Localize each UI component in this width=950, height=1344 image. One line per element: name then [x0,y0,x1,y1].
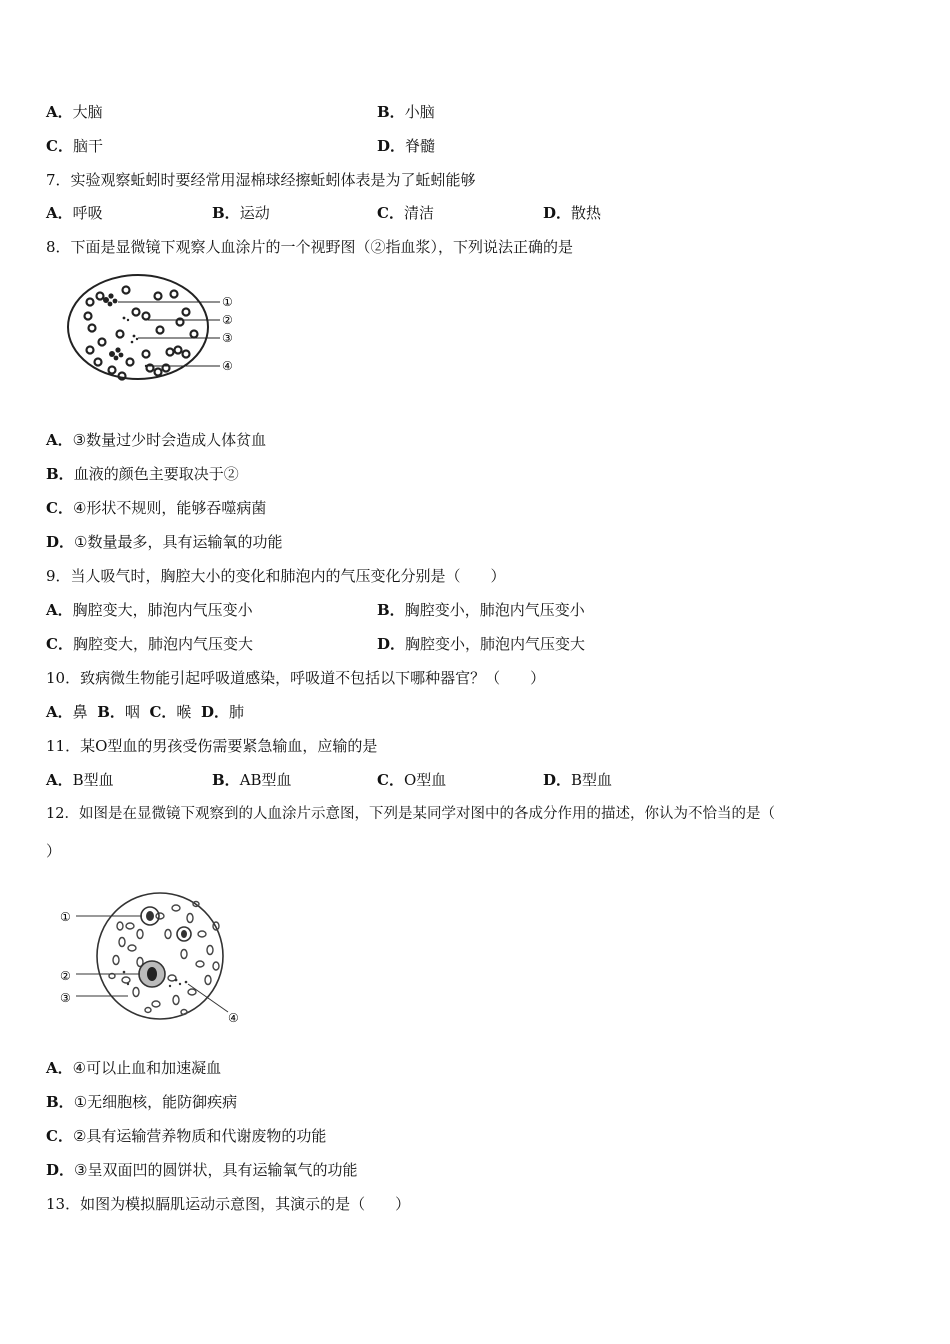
label-4: ④ [222,359,233,373]
label-1: ① [222,295,233,309]
q12-option-d[interactable]: D．③呈双面凹的圆饼状，具有运输氧气的功能 [46,1161,358,1179]
q7-option-d[interactable]: D．散热 [543,204,602,222]
label-2: ② [222,313,233,327]
q9-option-c[interactable]: C．胸腔变大，肺泡内气压变大 [46,635,253,653]
q8-option-a[interactable]: A．③数量过少时会造成人体贫血 [46,431,267,449]
q13-stem: 13．如图为模拟膈肌运动示意图，其演示的是（ ） [46,1195,411,1213]
q12-option-a[interactable]: A．④可以止血和加速凝血 [46,1059,222,1077]
q10-option-b[interactable]: B．咽 [97,703,140,721]
white-blood-cells [103,293,123,360]
q10-stem: 10．致病微生物能引起呼吸道感染，呼吸道不包括以下哪种器官？（ ） [46,669,546,687]
white-blood-cells [139,907,191,987]
q12-blood-smear-figure [56,888,256,1033]
q9-stem: 9．当人吸气时，胸腔大小的变化和肺泡内的气压变化分别是（ ） [46,567,506,585]
q7-stem: 7．实验观察蚯蚓时要经常用湿棉球经擦蚯蚓体表是为了蚯蚓能够 [46,171,476,189]
label-4: ④ [228,1011,239,1025]
q8-option-b[interactable]: B．血液的颜色主要取决于② [46,465,239,483]
q6-option-b[interactable]: B．小脑 [377,103,435,121]
label-3: ③ [60,991,71,1005]
q12-stem-line2: ） [46,842,62,860]
q11-option-d[interactable]: D．B型血 [543,771,613,789]
q11-option-a[interactable]: A．B型血 [46,771,114,789]
red-blood-cells [109,902,219,1015]
q8-option-c[interactable]: C．④形状不规则，能够吞噬病菌 [46,499,267,517]
q6-option-d[interactable]: D．脊髓 [377,137,436,155]
q11-stem: 11．某O型血的男孩受伤需要紧急输血，应输的是 [46,737,378,755]
q12-stem-line1: 12．如图是在显微镜下观察到的人血涂片示意图，下列是某同学对图中的各成分作用的描述，你认为不恰当的是（ [46,806,775,822]
q8-option-d[interactable]: D．①数量最多，具有运输氧的功能 [46,533,283,551]
q10-option-d[interactable]: D．肺 [200,703,244,721]
q10-option-a[interactable]: A．鼻 [46,703,88,721]
q9-option-d[interactable]: D．胸腔变小，肺泡内气压变大 [377,635,586,653]
q10-option-c[interactable]: C．喉 [149,703,192,721]
q11-option-c[interactable]: C．O型血 [377,771,447,789]
q10-options-row [46,702,244,722]
label-2: ② [60,969,71,983]
q9-option-a[interactable]: A．胸腔变大，肺泡内气压变小 [46,601,253,619]
q7-option-a[interactable]: A．呼吸 [46,204,103,222]
q8-stem: 8．下面是显微镜下观察人血涂片的一个视野图（②指血浆），下列说法正确的是 [46,238,574,256]
callout-labels [222,295,233,373]
q6-option-c[interactable]: C．脑干 [46,137,103,155]
label-3: ③ [222,331,233,345]
label-1: ① [60,910,71,924]
q7-option-b[interactable]: B．运动 [212,204,270,222]
q12-option-b[interactable]: B．①无细胞核，能防御疾病 [46,1093,238,1111]
q11-option-b[interactable]: B．AB型血 [212,771,292,789]
q9-option-b[interactable]: B．胸腔变小，肺泡内气压变小 [377,601,585,619]
q6-option-a[interactable]: A．大脑 [46,103,103,121]
q7-option-c[interactable]: C．清洁 [377,204,434,222]
q8-blood-smear-figure [62,272,252,392]
q12-option-c[interactable]: C．②具有运输营养物质和代谢废物的功能 [46,1127,327,1145]
